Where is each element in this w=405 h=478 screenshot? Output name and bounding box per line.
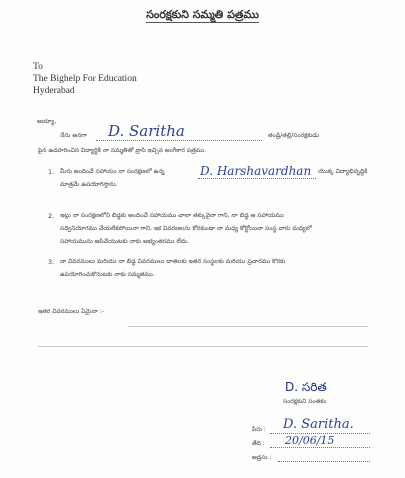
item-3-line2: ఉపయోగించుకొనుటకు నాకు సమ్మతము.: [60, 271, 155, 278]
item-2-number: 2.: [48, 212, 55, 220]
item-2-line1: ఇట్లు నా సంరక్షణలోని బిడ్డకు అందించే సహాయము చాలా తక్కువైనా గాని, నా బిడ్డ ఆ సహాయము: [60, 212, 284, 219]
signature-date-line: [270, 447, 370, 448]
item-3-number: 3.: [48, 258, 55, 266]
letter-title: [0, 8, 405, 24]
student-name-line: [198, 178, 316, 179]
address-city: Hyderabad: [33, 86, 75, 96]
signature-name-handwritten: D. Saritha.: [283, 417, 354, 432]
other-details-line-2: [38, 346, 368, 347]
other-details-label: ఇతర వివరములు ఏమైనా :-: [38, 308, 104, 315]
guardian-signature-handwritten: D. సరిత: [285, 380, 327, 394]
letter-title-text: సంరక్షకుని సమ్మతి పత్రము: [146, 8, 259, 21]
item-1-text-b: యొక్క విద్యాభివృద్ధికి: [318, 168, 368, 175]
student-name-handwritten: D. Harshavardhan: [200, 164, 312, 178]
intro-suffix: తండ్రి/తల్లి/సంరక్షకుడు: [268, 132, 319, 139]
item-3-line1: నా వివరములు మరియు నా బిడ్డ వివరములు దాతలకు ఇతర సంస్థలకు మరియు ప్రచారము కొరకు: [60, 258, 286, 265]
intro-name-line: [96, 140, 262, 141]
other-details-line-1: [128, 326, 368, 327]
intro-prefix: నేను అనగా: [60, 132, 87, 139]
address-organization: The Bighelp For Education: [33, 74, 137, 84]
item-1-line2: మాత్రమే ఉపయోగిస్తాను.: [60, 181, 118, 188]
signature-date-handwritten: 20/06/15: [285, 434, 335, 447]
salutation: అయ్యా,: [37, 118, 57, 125]
address-to: To: [33, 62, 43, 72]
signature-address-label: అడ్రసు :: [252, 454, 272, 461]
signature-label: సంరక్షకుని సంతకం: [283, 398, 327, 405]
guardian-name-handwritten: D. Saritha: [108, 122, 185, 140]
item-2-line2: సద్వినియోగము చేయలేకపోయినా గాని, ఇక వివరణలను కోరకుండా నా మధ్య కోర్టోయినా సంస్థ వారు మధ్యలో: [60, 225, 312, 232]
signature-date-label: తేది :: [252, 440, 265, 447]
item-2-line3: సహాయమును ఆపివేయుటకు నాకు అభ్యంతరము లేదు.: [60, 238, 189, 245]
signature-name-label: పేరు :: [252, 426, 266, 433]
signature-address-line: [278, 461, 370, 462]
intro-line2: పైన ఉదహరించిన విద్యార్థికి నా సమ్మతితో వ్రాసి ఇచ్చిన అంగీకార పత్రము.: [38, 147, 207, 154]
item-1-number: 1.: [48, 168, 55, 176]
item-1-text-a: మీరు అందించే సహాయం నా సంరక్షణలో ఉన్న: [60, 168, 165, 175]
